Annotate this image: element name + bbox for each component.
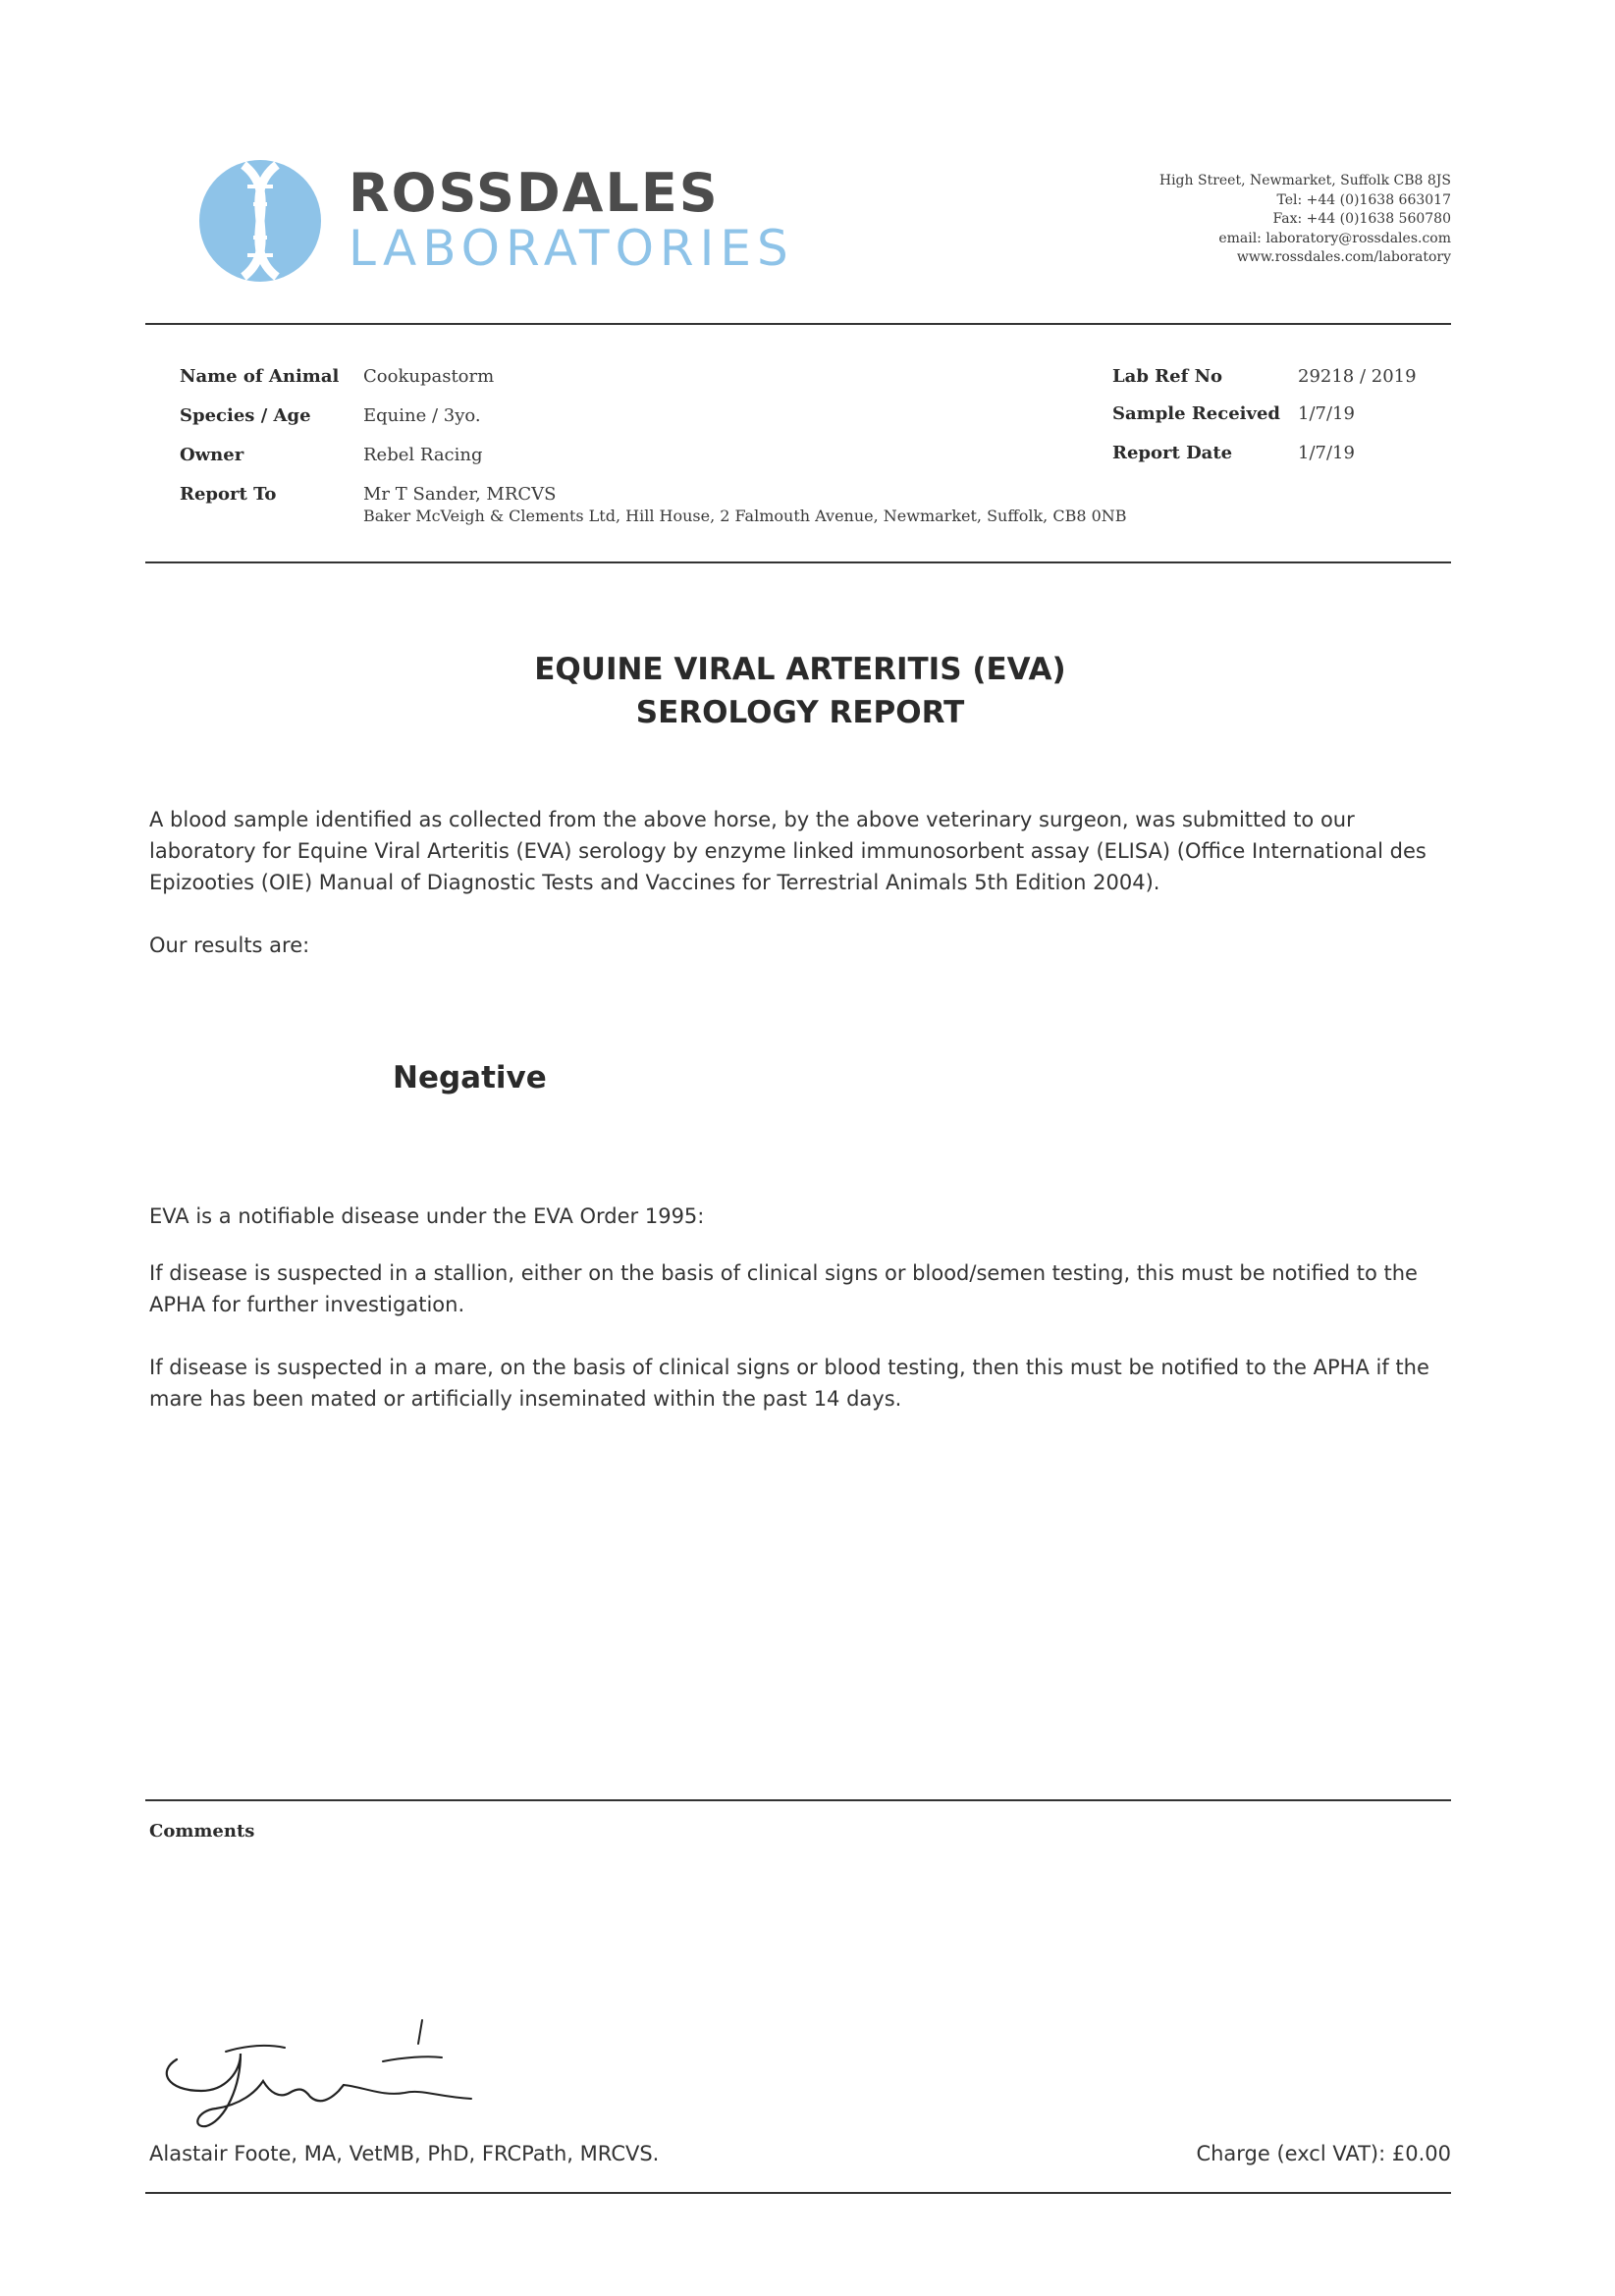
report-to-label: Report To: [180, 484, 277, 505]
lab-address: [1159, 172, 1451, 268]
comments-label: Comments: [149, 1821, 255, 1842]
report-to-name: Mr T Sander, MRCVS: [363, 484, 557, 505]
report-title-line1: EQUINE VIRAL ARTERITIS (EVA): [534, 652, 1066, 687]
report-title-line2: SEROLOGY REPORT: [635, 695, 965, 730]
name-of-animal-label: Name of Animal: [180, 366, 340, 387]
charge-amount: Charge (excl VAT): £0.00: [1196, 2142, 1451, 2165]
name-of-animal-value: Cookupastorm: [363, 366, 495, 387]
phone-line: Tel: +44 (0)1638 663017: [1276, 191, 1451, 208]
intro-paragraph: A blood sample identified as collected from the above horse, by the above veterinary surgeon, was submitted to our laboratory for Equine Viral Arteritis (EVA) serology by enzyme linked immunosorbent assay (ELISA) (Office International des Epizooties (OIE) Manual of Diagnostic Tests and Vaccines for Terrestrial Animals 5th Edition 2004).: [149, 808, 1427, 894]
sample-received-label: Sample Received: [1112, 403, 1281, 424]
fax-line: Fax: +44 (0)1638 560780: [1272, 211, 1451, 227]
owner-label: Owner: [180, 445, 244, 465]
results-intro: Our results are:: [149, 934, 310, 957]
test-result: Negative: [393, 1060, 547, 1095]
owner-value: Rebel Racing: [363, 445, 483, 465]
details-divider: [145, 561, 1451, 563]
footer-divider: [145, 2192, 1451, 2194]
comments-divider: [145, 1799, 1451, 1801]
notifiable-notice: EVA is a notifiable disease under the EVA Order 1995:: [149, 1204, 705, 1228]
logo-wordmark-bottom: LABORATORIES: [349, 220, 794, 277]
website-line: www.rossdales.com/laboratory: [1236, 249, 1451, 265]
logo-wordmark-top: ROSSDALES: [349, 162, 720, 224]
address-line: High Street, Newmarket, Suffolk CB8 8JS: [1158, 173, 1451, 188]
email-line: email: laboratory@rossdales.com: [1218, 230, 1451, 246]
report-date-value: 1/7/19: [1298, 443, 1355, 463]
signatory-name: Alastair Foote, MA, VetMB, PhD, FRCPath, MRCVS.: [149, 2142, 660, 2165]
species-age-value: Equine / 3yo.: [363, 405, 481, 426]
report-date-label: Report Date: [1112, 443, 1233, 463]
lab-ref-label: Lab Ref No: [1112, 366, 1223, 387]
sample-received-value: 1/7/19: [1298, 403, 1355, 424]
header-divider: [145, 323, 1451, 325]
report-to-address: Baker McVeigh & Clements Ltd, Hill House, 2 Falmouth Avenue, Newmarket, Suffolk, CB8 0NB: [363, 507, 1127, 525]
stallion-notice: If disease is suspected in a stallion, either on the basis of clinical signs or blood/semen testing, this must be notified to the APHA for further investigation.: [149, 1261, 1418, 1316]
mare-notice: If disease is suspected in a mare, on the basis of clinical signs or blood testing, then this must be notified to the APHA if the mare has been mated or artificially inseminated within the past 14 days.: [149, 1356, 1429, 1411]
species-age-label: Species / Age: [180, 405, 311, 426]
signature-image: [147, 2002, 481, 2130]
lab-ref-value: 29218 / 2019: [1298, 366, 1417, 387]
report-title: [0, 648, 1600, 734]
rossdales-logo-icon: [196, 157, 324, 285]
